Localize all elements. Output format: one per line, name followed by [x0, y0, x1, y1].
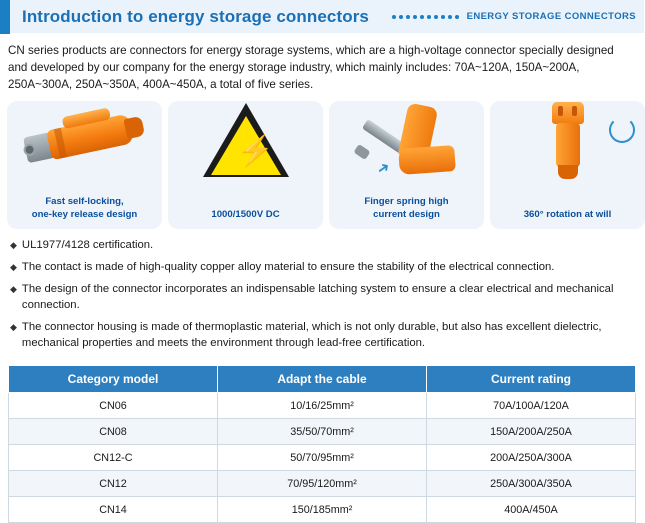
list-item-text: The contact is made of high-quality copper alloy material to ensure the stability of the electrical connection. — [21, 261, 555, 273]
list-item — [10, 319, 634, 351]
spec-table — [8, 365, 636, 523]
cell-cable: 70/95/120mm² — [218, 471, 427, 497]
dot-icon — [413, 15, 417, 19]
column-header-category-model: Category model — [9, 366, 218, 393]
cell-model: CN12 — [9, 471, 218, 497]
card-illustration — [7, 101, 162, 181]
card-caption-line2: current design — [373, 208, 440, 220]
dot-icon — [441, 15, 445, 19]
header-subtitle: ENERGY STORAGE CONNECTORS — [466, 11, 636, 22]
cell-model: CN06 — [9, 393, 218, 419]
table-row — [9, 393, 636, 419]
dot-icon — [448, 15, 452, 19]
orange-locking-connector-icon — [18, 99, 152, 183]
list-item-text: The design of the connector incorporates an indispensable latching system to ensure a clear electrical and mechanical connection. — [21, 283, 614, 311]
cell-cable: 35/50/70mm² — [218, 419, 427, 445]
rotating-connector-icon — [545, 102, 591, 180]
feature-card — [7, 101, 162, 229]
card-caption — [490, 209, 645, 222]
cell-current: 250A/300A/350A — [427, 471, 636, 497]
angled-connector-icon: ➜ — [347, 103, 467, 179]
table-row — [9, 497, 636, 523]
feature-card — [329, 101, 484, 229]
list-item-text: The connector housing is made of thermoplastic material, which is not only durable, but also has excellent dielectric, mechanical properties and meets the environment through lead-free certification. — [21, 321, 602, 349]
cell-current: 400A/450A — [427, 497, 636, 523]
dot-icon — [420, 15, 424, 19]
card-caption-line1: Finger spring high — [364, 196, 449, 207]
card-caption-line1: Fast self-locking, — [45, 196, 124, 207]
header-accent-bar — [0, 0, 10, 34]
table-row — [9, 471, 636, 497]
dot-icon — [399, 15, 403, 19]
intro-paragraph: CN series products are connectors for energy storage systems, which are a high-voltage connector specially designed and developed by our company for the energy storage industry, which mainly includes: 70A~120A, 150A~200A, 250A~300A, 250A~350A, 400A~450A, a total of five series. — [8, 44, 614, 91]
list-item — [10, 259, 634, 275]
cell-current: 150A/200A/250A — [427, 419, 636, 445]
card-caption — [7, 196, 162, 221]
header-dot-decoration — [392, 15, 467, 19]
column-header-adapt-the-cable: Adapt the cable — [218, 366, 427, 393]
cell-model: CN14 — [9, 497, 218, 523]
dot-icon — [406, 15, 410, 19]
list-item-text: UL1977/4128 certification. — [21, 239, 154, 251]
cell-model: CN08 — [9, 419, 218, 445]
spec-table-container — [0, 361, 644, 523]
card-caption-line1: 360° rotation at will — [523, 208, 612, 220]
table-header-row — [9, 366, 636, 393]
cell-model: CN12-C — [9, 445, 218, 471]
card-illustration — [168, 101, 323, 181]
cell-cable: 50/70/95mm² — [218, 445, 427, 471]
card-caption-line2: one-key release design — [31, 208, 138, 220]
diamond-bullet-icon: ◆ — [10, 240, 17, 250]
column-header-current-rating: Current rating — [427, 366, 636, 393]
cell-current: 70A/100A/120A — [427, 393, 636, 419]
card-caption — [168, 209, 323, 222]
list-item — [10, 281, 634, 313]
high-voltage-hazard-icon: ⚡ — [203, 103, 289, 179]
page-header — [0, 0, 644, 34]
dot-icon — [427, 15, 431, 19]
diamond-bullet-icon: ◆ — [10, 262, 17, 272]
list-item — [10, 237, 634, 253]
cell-cable: 150/185mm² — [218, 497, 427, 523]
dot-icon — [434, 15, 438, 19]
card-illustration — [329, 101, 484, 181]
diamond-bullet-icon: ◆ — [10, 284, 17, 294]
table-row — [9, 419, 636, 445]
dot-icon — [455, 15, 459, 19]
card-illustration — [490, 101, 645, 181]
table-row — [9, 445, 636, 471]
cell-cable: 10/16/25mm² — [218, 393, 427, 419]
feature-bullet-list — [0, 229, 644, 361]
feature-card — [168, 101, 323, 229]
page-title: Introduction to energy storage connectors — [22, 6, 369, 26]
cell-current: 200A/250A/300A — [427, 445, 636, 471]
card-caption — [329, 196, 484, 221]
card-caption-line1: 1000/1500V DC — [211, 208, 280, 220]
diamond-bullet-icon: ◆ — [10, 322, 17, 332]
dot-icon — [392, 15, 396, 19]
rotation-arrow-icon — [609, 117, 635, 143]
feature-card-row — [0, 95, 644, 229]
feature-card — [490, 101, 645, 229]
